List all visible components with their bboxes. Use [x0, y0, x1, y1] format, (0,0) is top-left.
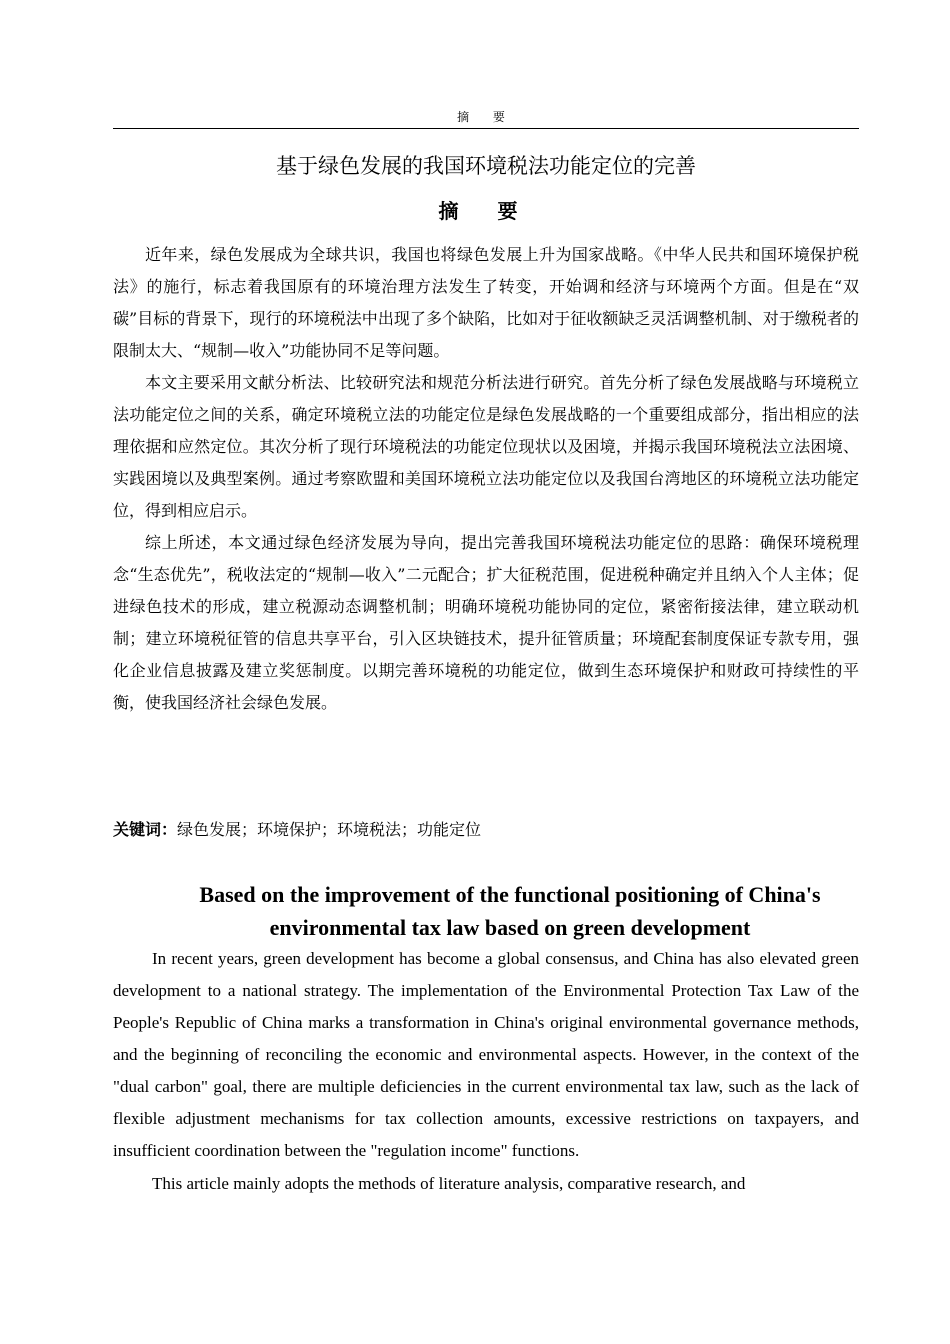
chinese-abstract-heading: 摘 要 — [438, 199, 534, 223]
chinese-abstract-body — [113, 239, 859, 719]
chinese-paragraph-2: 本文主要采用文献分析法、比较研究法和规范分析法进行研究。首先分析了绿色发展战略与环境税立法功能定位之间的关系，确定环境税立法的功能定位是绿色发展战略的一个重要组成部分，指出相应的法理依据和应然定位。其次分析了现行环境税法的功能定位现状以及困境，并揭示我国环境税法立法困境、实践困境以及典型案例。通过考察欧盟和美国环境税立法功能定位以及我国台湾地区的环境税立法功能定位，得到相应启示。 — [113, 373, 859, 520]
chinese-title: 基于绿色发展的我国环境税法功能定位的完善 — [276, 154, 696, 178]
english-paragraph-1: In recent years, green development has become a global consensus, and China has also elevated green development to a national strategy. The implementation of the Environmental Protection Tax Law of the People's Republic of China marks a transformation in China's original environmental governance methods, and the beginning of reconciling the economic and environmental aspects. However, in the context of the "dual carbon" goal, there are multiple deficiencies in the current environmental tax law, such as the lack of flexible adjustment mechanisms for tax collection amounts, excessive restrictions on taxpayers, and insufficient coordination between the "regulation income" functions. — [113, 949, 859, 1160]
chinese-paragraph-1: 近年来，绿色发展成为全球共识，我国也将绿色发展上升为国家战略。《中华人民共和国环境保护税法》的施行，标志着我国原有的环境治理方法发生了转变，开始调和经济与环境两个方面。但是在“双碳”目标的背景下，现行的环境税法中出现了多个缺陷，比如对于征收额缺乏灵活调整机制、对于缴税者的限制太大、“规制—收入”功能协同不足等问题。 — [113, 245, 859, 360]
english-abstract-body — [113, 943, 859, 1201]
running-header: 摘 要 — [457, 110, 515, 124]
chinese-paragraph-3: 综上所述，本文通过绿色经济发展为导向，提出完善我国环境税法功能定位的思路：确保环境税理念“生态优先”，税收法定的“规制—收入”二元配合；扩大征税范围，促进税种确定并且纳入个人主体；促进绿色技术的形成，建立税源动态调整机制；明确环境税功能协同的定位，紧密衔接法律，建立联动机制；建立环境税征管的信息共享平台，引入区块链技术，提升征管质量；环境配套制度保证专款专用，强化企业信息披露及建立奖惩制度。以期完善环境税的功能定位，做到生态环境保护和财政可持续性的平衡，使我国经济社会绿色发展。 — [113, 533, 859, 712]
english-title: Based on the improvement of the functional positioning of China's environmental tax law based on green development — [199, 882, 821, 940]
header-rule — [113, 128, 859, 129]
keywords-label: 关键词： — [113, 820, 178, 839]
keywords-line — [113, 814, 859, 846]
english-paragraph-2: This article mainly adopts the methods of literature analysis, comparative research, and — [152, 1174, 746, 1193]
keywords-text: 绿色发展；环境保护；环境税法；功能定位 — [177, 820, 482, 839]
